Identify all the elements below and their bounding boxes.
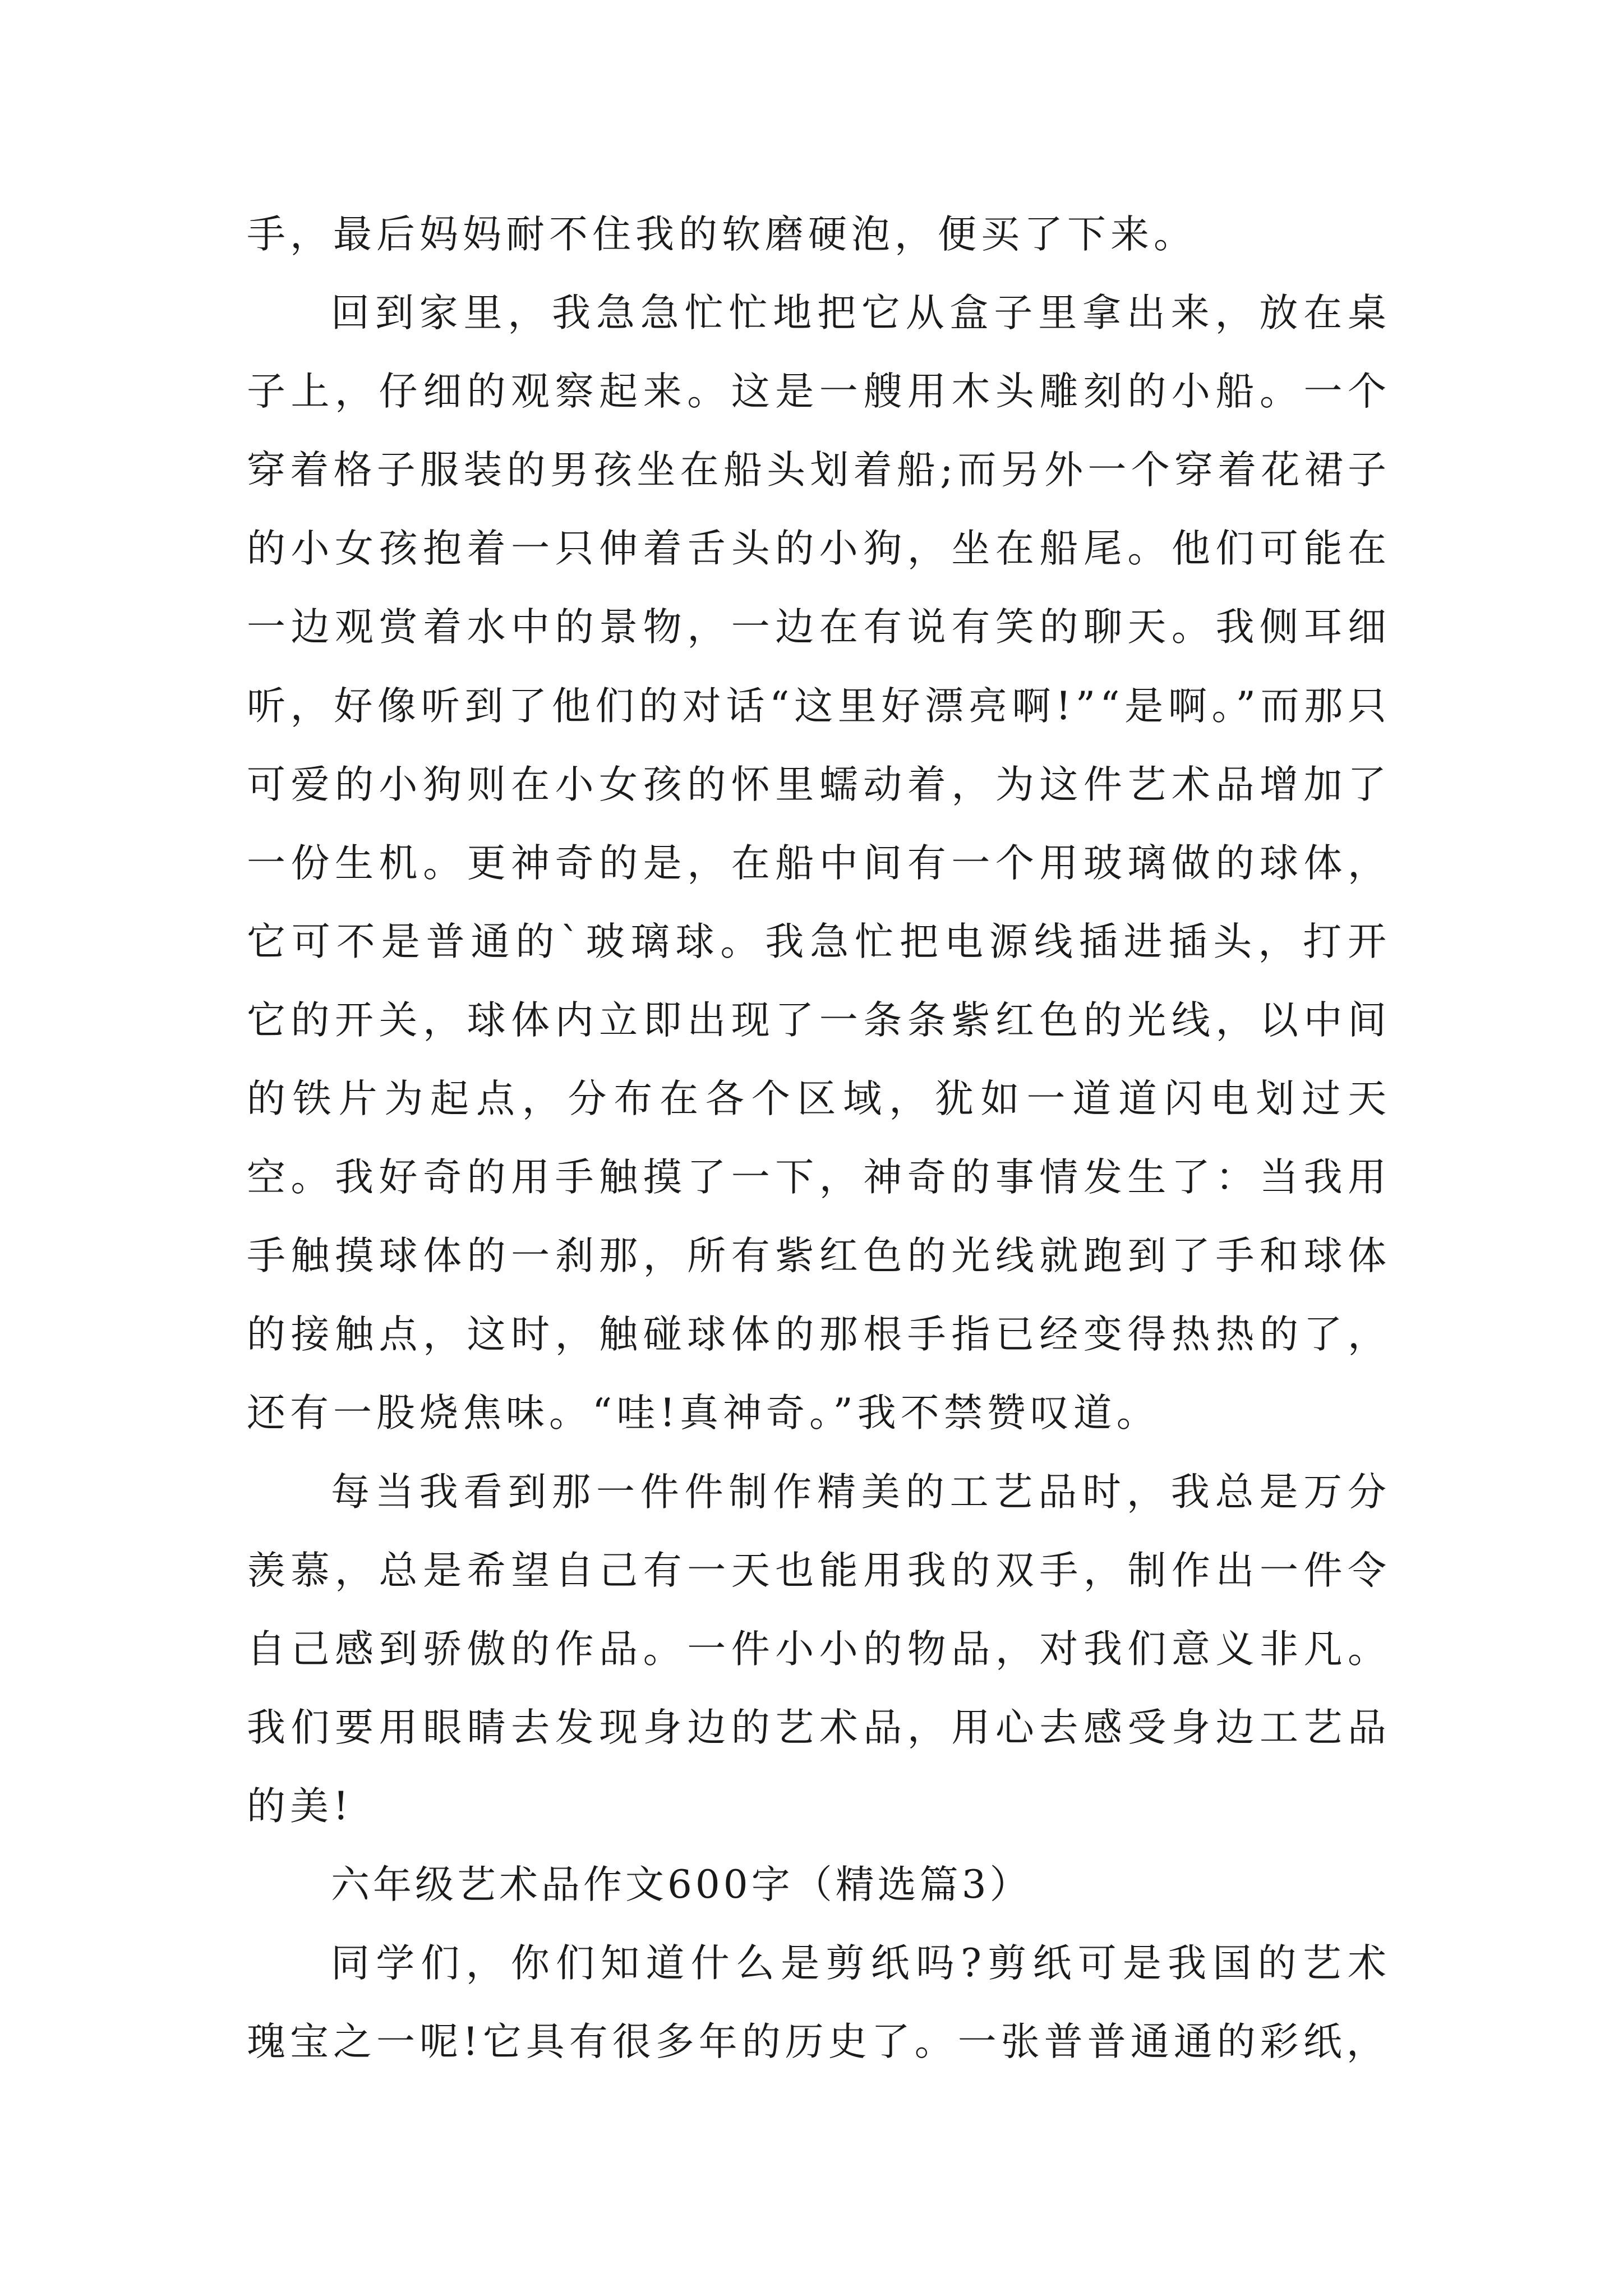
paragraph-conclusion: 每当我看到那一件件制作精美的工艺品时，我总是万分羡慕，总是希望自己有一天也能用我的双手，制作出一件令自己感到骄傲的作品。一件小小的物品，对我们意义非凡。我们要用眼睛去发现身边的艺术品，用心去感受身边工艺品的美! bbox=[247, 1469, 1391, 1829]
document-body bbox=[247, 195, 1391, 2081]
section-heading: 六年级艺术品作文600字（精选篇3） bbox=[331, 1862, 1032, 1907]
paragraph-boat-description: 回到家里，我急急忙忙地把它从盒子里拿出来，放在桌子上，仔细的观察起来。这是一艘用木头雕刻的小船。一个穿着格子服装的男孩坐在船头划着船;而另外一个穿着花裙子的小女孩抱着一只伸着舌头的小狗，坐在船尾。他们可能在一边观赏着水中的景物，一边在有说有笑的聊天。我侧耳细听，好像听到了他们的对话“这里好漂亮啊!”“是啊。”而那只可爱的小狗则在小女孩的怀里蠕动着，为这件艺术品增加了一份生机。更神奇的是，在船中间有一个用玻璃做的球体，它可不是普通的`玻璃球。我急忙把电源线插进插头，打开它的开关，球体内立即出现了一条条紫红色的光线，以中间的铁片为起点，分布在各个区域，犹如一道道闪电划过天空。我好奇的用手触摸了一下，神奇的事情发生了：当我用手触摸球体的一刹那，所有紫红色的光线就跑到了手和球体的接触点，这时，触碰球体的那根手指已经变得热热的了，还有一股烧焦味。“哇!真神奇。”我不禁赞叹道。 bbox=[247, 291, 1391, 1436]
paragraph-continuation: 手，最后妈妈耐不住我的软磨硬泡，便买了下来。 bbox=[247, 212, 1197, 257]
paragraph-papercut-intro: 同学们，你们知道什么是剪纸吗?剪纸可是我国的艺术瑰宝之一呢!它具有很多年的历史了。一张普普通通的彩纸， bbox=[247, 1941, 1391, 2065]
